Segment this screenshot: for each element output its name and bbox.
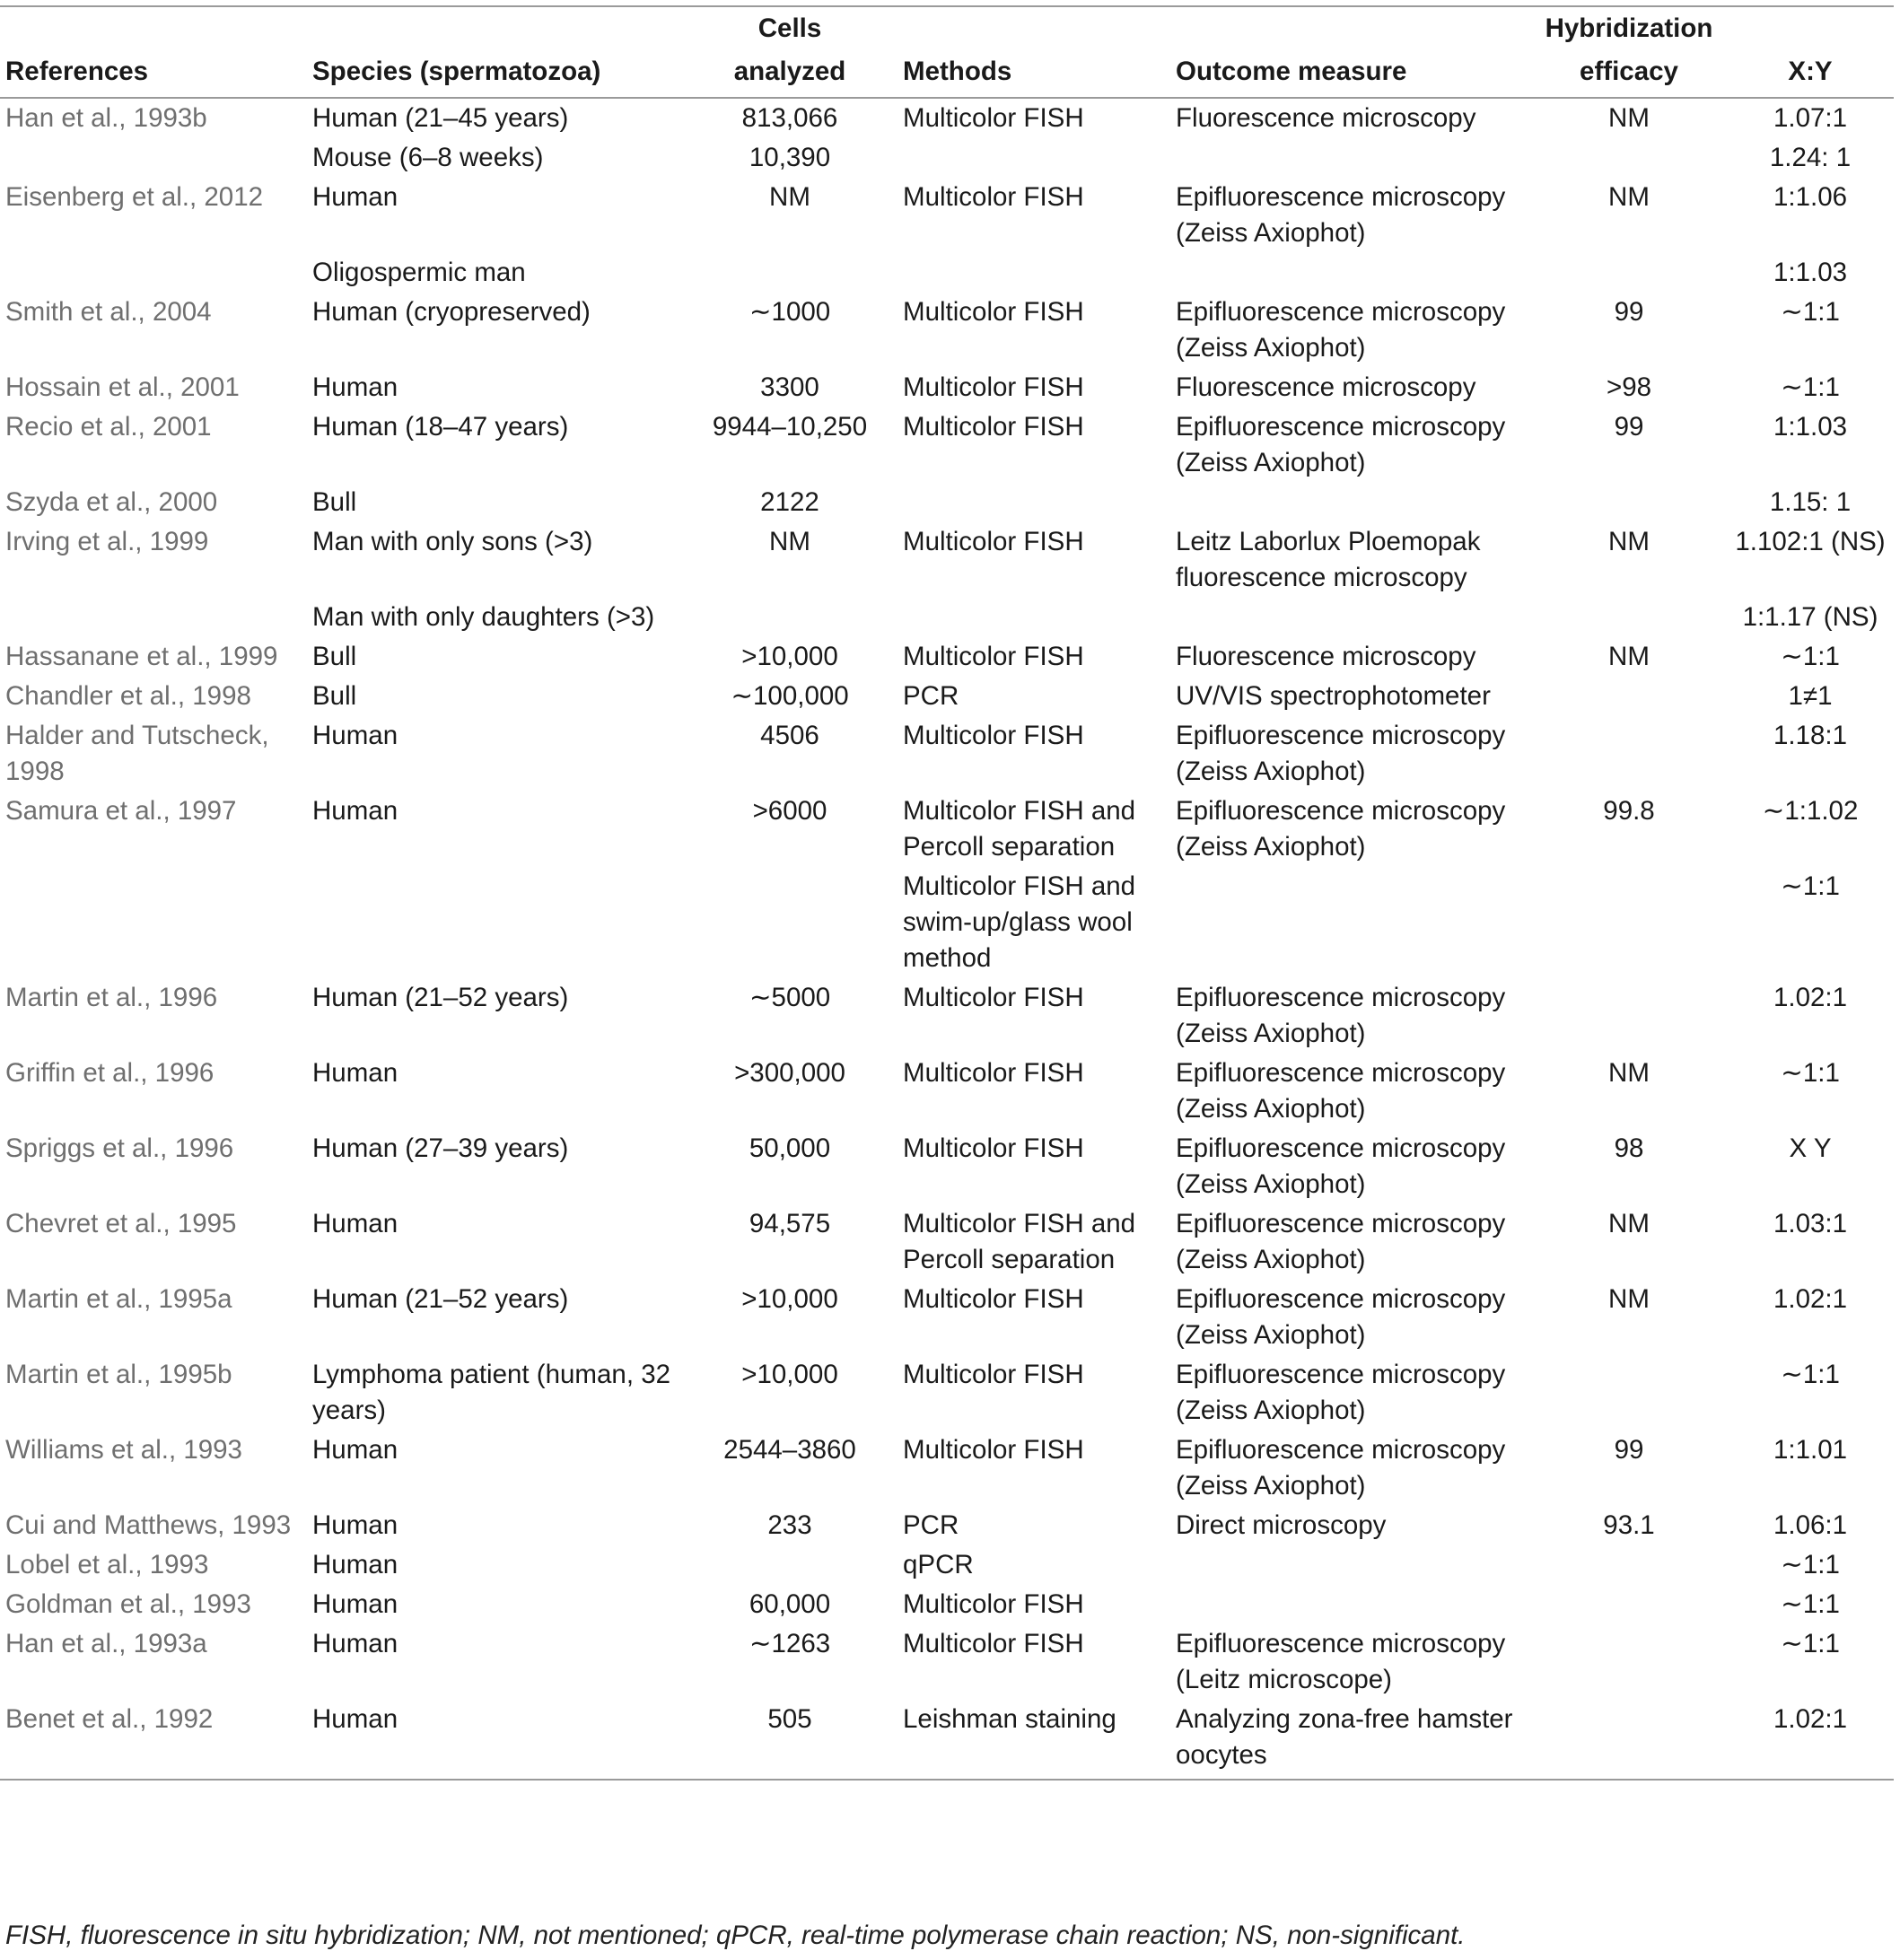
cell-hybridization-efficacy: NM [1608, 1284, 1650, 1314]
cell-cells-analyzed: 813,066 [741, 103, 838, 133]
cell-hybridization-efficacy [1531, 716, 1727, 792]
cell-outcome-measure: Fluorescence microscopy [1176, 372, 1476, 402]
cell-xy-ratio: 1:1.06 [1773, 182, 1848, 212]
cell-xy-ratio: 1.02:1 [1773, 1704, 1848, 1734]
cell-species: Human [312, 1589, 398, 1619]
cell-outcome-measure: Epifluorescence microscopy (Zeiss Axiophot) [1176, 1209, 1506, 1274]
header-xy: X:Y [1788, 57, 1833, 86]
cell-reference [0, 138, 307, 178]
cell-species: Man with only sons (>3) [312, 527, 593, 556]
table-row [0, 1700, 1894, 1780]
table-row [0, 1585, 1894, 1624]
cell-reference: Recio et al., 2001 [5, 412, 212, 442]
table-row [0, 1204, 1894, 1280]
cell-species: Bull [312, 487, 357, 517]
cell-cells-analyzed: >10,000 [741, 1360, 838, 1389]
cell-reference: Han et al., 1993b [5, 103, 207, 133]
cell-xy-ratio: X Y [1789, 1133, 1832, 1163]
data-table [0, 5, 1894, 1781]
cell-xy-ratio: 1.15: 1 [1769, 487, 1852, 517]
cell-cells-analyzed: ∼100,000 [731, 681, 849, 711]
cell-outcome-measure: Epifluorescence microscopy (Zeiss Axiophot) [1176, 796, 1506, 862]
cell-hybridization-efficacy: NM [1608, 642, 1650, 671]
cell-xy-ratio: 1≠1 [1788, 681, 1833, 711]
cell-xy-ratio: ∼1:1 [1781, 1058, 1840, 1088]
cell-reference [0, 867, 307, 978]
table-row [0, 407, 1894, 483]
table-row [0, 1129, 1894, 1204]
header-cells-line2: analyzed [733, 57, 846, 86]
cell-cells-analyzed [682, 253, 897, 293]
cell-cells-analyzed: 2122 [760, 487, 819, 517]
cell-cells-analyzed: 505 [767, 1704, 812, 1734]
cell-hybridization-efficacy: NM [1608, 1058, 1650, 1088]
cell-reference: Benet et al., 1992 [5, 1704, 214, 1734]
cell-methods [897, 253, 1170, 293]
cell-cells-analyzed: ∼5000 [749, 983, 831, 1012]
cell-outcome-measure: Epifluorescence microscopy (Zeiss Axiophot) [1176, 721, 1506, 786]
table-row [0, 98, 1894, 138]
cell-methods: Multicolor FISH [903, 412, 1084, 442]
cell-species: Mouse (6–8 weeks) [312, 143, 544, 172]
cell-reference: Cui and Matthews, 1993 [5, 1510, 292, 1540]
cell-outcome-measure: Epifluorescence microscopy (Zeiss Axiophot) [1176, 182, 1506, 248]
table-body [0, 98, 1894, 1780]
table-row [0, 637, 1894, 677]
cell-species: Lymphoma patient (human, 32 years) [312, 1360, 671, 1425]
cell-cells-analyzed [682, 867, 897, 978]
cell-outcome-measure: Analyzing zona-free hamster oocytes [1176, 1704, 1513, 1770]
cell-hybridization-efficacy [1531, 978, 1727, 1054]
cell-outcome-measure: Epifluorescence microscopy (Zeiss Axiophot) [1176, 983, 1506, 1048]
cell-cells-analyzed: 233 [767, 1510, 812, 1540]
cell-cells-analyzed: NM [769, 182, 810, 212]
cell-species: Human (18–47 years) [312, 412, 569, 442]
cell-methods: PCR [903, 681, 959, 711]
cell-methods: Multicolor FISH and Percoll separation [903, 1209, 1136, 1274]
cell-reference: Chevret et al., 1995 [5, 1209, 237, 1238]
cell-cells-analyzed: >6000 [752, 796, 827, 826]
cell-species: Oligospermic man [312, 258, 526, 287]
cell-outcome-measure [1170, 138, 1531, 178]
header-hyb-line1: Hybridization [1545, 13, 1713, 43]
cell-reference: Griffin et al., 1996 [5, 1058, 215, 1088]
cell-outcome-measure: UV/VIS spectrophotometer [1176, 681, 1491, 711]
cell-reference: Hassanane et al., 1999 [5, 642, 278, 671]
cell-hybridization-efficacy [1531, 483, 1727, 522]
cell-hybridization-efficacy [1531, 1585, 1727, 1624]
cell-methods: Multicolor FISH [903, 1589, 1084, 1619]
cell-outcome-measure: Epifluorescence microscopy (Zeiss Axiophot) [1176, 1360, 1506, 1425]
cell-cells-analyzed: >300,000 [734, 1058, 845, 1088]
table-row [0, 792, 1894, 867]
cell-reference: Irving et al., 1999 [5, 527, 209, 556]
cell-methods: PCR [903, 1510, 959, 1540]
header-methods: Methods [903, 57, 1012, 86]
cell-methods: Multicolor FISH [903, 1058, 1084, 1088]
cell-xy-ratio: 1.02:1 [1773, 983, 1848, 1012]
cell-species: Human [312, 1209, 398, 1238]
table-row [0, 1506, 1894, 1545]
cell-reference: Spriggs et al., 1996 [5, 1133, 234, 1163]
cell-methods: Multicolor FISH [903, 1133, 1084, 1163]
table-row [0, 522, 1894, 598]
cell-methods: Multicolor FISH [903, 1284, 1084, 1314]
table-row [0, 1624, 1894, 1700]
table-row [0, 178, 1894, 253]
cell-hybridization-efficacy: NM [1608, 182, 1650, 212]
cell-species: Bull [312, 642, 357, 671]
cell-reference: Chandler et al., 1998 [5, 681, 251, 711]
cell-methods [897, 138, 1170, 178]
cell-hybridization-efficacy [1531, 253, 1727, 293]
cell-hybridization-efficacy [1531, 677, 1727, 716]
cell-xy-ratio: 1:1.03 [1773, 258, 1848, 287]
cell-cells-analyzed: 4506 [760, 721, 819, 750]
table-row [0, 716, 1894, 792]
cell-hybridization-efficacy: NM [1608, 1209, 1650, 1238]
cell-reference: Lobel et al., 1993 [5, 1550, 209, 1579]
cell-xy-ratio: ∼1:1 [1781, 1360, 1840, 1389]
cell-hybridization-efficacy [1531, 1624, 1727, 1700]
cell-species: Bull [312, 681, 357, 711]
cell-outcome-measure: Epifluorescence microscopy (Zeiss Axiophot) [1176, 297, 1506, 363]
cell-xy-ratio: ∼1:1 [1781, 871, 1840, 901]
cell-hybridization-efficacy [1531, 1700, 1727, 1780]
table-row [0, 1280, 1894, 1355]
table-row [0, 1355, 1894, 1431]
cell-hybridization-efficacy: 98 [1614, 1133, 1644, 1163]
cell-methods: Multicolor FISH [903, 983, 1084, 1012]
cell-species: Human [312, 796, 398, 826]
cell-outcome-measure [1170, 867, 1531, 978]
cell-xy-ratio: 1.02:1 [1773, 1284, 1848, 1314]
cell-cells-analyzed [682, 598, 897, 637]
cell-outcome-measure: Epifluorescence microscopy (Zeiss Axiophot) [1176, 412, 1506, 477]
cell-reference: Martin et al., 1995a [5, 1284, 232, 1314]
cell-cells-analyzed: ∼1263 [749, 1629, 831, 1658]
cell-xy-ratio: ∼1:1.02 [1762, 796, 1859, 826]
table-row [0, 1054, 1894, 1129]
cell-hybridization-efficacy: NM [1608, 103, 1650, 133]
cell-species: Human (cryopreserved) [312, 297, 591, 327]
cell-xy-ratio: ∼1:1 [1781, 1550, 1840, 1579]
cell-reference: Halder and Tutscheck, 1998 [5, 721, 269, 786]
table-row [0, 483, 1894, 522]
cell-xy-ratio: 1.06:1 [1773, 1510, 1848, 1540]
cell-species: Human (21–45 years) [312, 103, 569, 133]
cell-methods: Leishman staining [903, 1704, 1116, 1734]
table-row [0, 368, 1894, 407]
cell-xy-ratio: 1.07:1 [1773, 103, 1848, 133]
cell-xy-ratio: 1:1.01 [1773, 1435, 1848, 1465]
table-row [0, 598, 1894, 637]
cell-methods: Multicolor FISH [903, 103, 1084, 133]
cell-outcome-measure: Epifluorescence microscopy (Zeiss Axiophot) [1176, 1133, 1506, 1199]
cell-hybridization-efficacy: 99 [1614, 412, 1644, 442]
cell-species: Human [312, 182, 398, 212]
cell-species: Human (27–39 years) [312, 1133, 569, 1163]
table-footnote: FISH, fluorescence in situ hybridization; NM, not mentioned; qPCR, real-time polymerase chain reaction; NS, non-significant. [5, 1921, 1466, 1950]
cell-hybridization-efficacy: 99.8 [1603, 796, 1655, 826]
cell-methods: Multicolor FISH [903, 642, 1084, 671]
cell-xy-ratio: ∼1:1 [1781, 642, 1840, 671]
cell-xy-ratio: 1:1.17 (NS) [1742, 602, 1878, 632]
header-outcome: Outcome measure [1176, 57, 1407, 86]
cell-hybridization-efficacy: 99 [1614, 297, 1644, 327]
cell-species: Man with only daughters (>3) [312, 602, 655, 632]
cell-cells-analyzed: NM [769, 527, 810, 556]
cell-species: Human (21–52 years) [312, 1284, 569, 1314]
cell-hybridization-efficacy [1531, 138, 1727, 178]
cell-outcome-measure [1170, 1545, 1531, 1585]
table-row [0, 253, 1894, 293]
cell-hybridization-efficacy [1531, 1355, 1727, 1431]
table-row [0, 978, 1894, 1054]
cell-cells-analyzed [682, 1545, 897, 1585]
cell-outcome-measure: Epifluorescence microscopy (Leitz microscope) [1176, 1629, 1506, 1694]
cell-reference: Samura et al., 1997 [5, 796, 237, 826]
cell-species: Human [312, 1629, 398, 1658]
cell-hybridization-efficacy: NM [1608, 527, 1650, 556]
cell-outcome-measure: Fluorescence microscopy [1176, 642, 1476, 671]
header-row-1 [0, 6, 1894, 50]
cell-hybridization-efficacy: >98 [1606, 372, 1652, 402]
table-row [0, 1431, 1894, 1506]
cell-methods: Multicolor FISH [903, 721, 1084, 750]
cell-xy-ratio: 1:1.03 [1773, 412, 1848, 442]
cell-methods: Multicolor FISH [903, 372, 1084, 402]
cell-species: Human [312, 1435, 398, 1465]
cell-outcome-measure: Epifluorescence microscopy (Zeiss Axiophot) [1176, 1284, 1506, 1350]
cell-cells-analyzed: >10,000 [741, 642, 838, 671]
cell-reference: Han et al., 1993a [5, 1629, 207, 1658]
cell-outcome-measure: Fluorescence microscopy [1176, 103, 1476, 133]
cell-reference: Smith et al., 2004 [5, 297, 212, 327]
cell-methods: Multicolor FISH [903, 1435, 1084, 1465]
cell-outcome-measure: Leitz Laborlux Ploemopak fluorescence microscopy [1176, 527, 1481, 592]
cell-outcome-measure: Epifluorescence microscopy (Zeiss Axiophot) [1176, 1058, 1506, 1124]
cell-methods: Multicolor FISH [903, 182, 1084, 212]
header-references: References [5, 57, 149, 86]
cell-species: Human [312, 1058, 398, 1088]
cell-cells-analyzed: 2544–3860 [723, 1435, 856, 1465]
cell-cells-analyzed: 9944–10,250 [712, 412, 868, 442]
cell-hybridization-efficacy [1531, 867, 1727, 978]
cell-cells-analyzed: >10,000 [741, 1284, 838, 1314]
cell-xy-ratio: 1.102:1 (NS) [1735, 527, 1886, 556]
cell-xy-ratio: 1.24: 1 [1769, 143, 1852, 172]
cell-xy-ratio: ∼1:1 [1781, 372, 1840, 402]
cell-methods: Multicolor FISH and swim-up/glass wool method [903, 871, 1136, 973]
table-row [0, 677, 1894, 716]
cell-hybridization-efficacy [1531, 598, 1727, 637]
cell-species: Human [312, 372, 398, 402]
header-species: Species (spermatozoa) [312, 57, 601, 86]
cell-reference: Hossain et al., 2001 [5, 372, 240, 402]
cell-outcome-measure: Direct microscopy [1176, 1510, 1387, 1540]
cell-methods: qPCR [903, 1550, 974, 1579]
cell-reference: Martin et al., 1995b [5, 1360, 232, 1389]
cell-species: Human [312, 1510, 398, 1540]
header-row-2 [0, 50, 1894, 98]
cell-reference: Goldman et al., 1993 [5, 1589, 251, 1619]
cell-methods [897, 483, 1170, 522]
cell-cells-analyzed: 50,000 [749, 1133, 831, 1163]
table-row [0, 1545, 1894, 1585]
cell-cells-analyzed: 94,575 [749, 1209, 831, 1238]
cell-reference [0, 253, 307, 293]
cell-xy-ratio: 1.03:1 [1773, 1209, 1848, 1238]
cell-outcome-measure: Epifluorescence microscopy (Zeiss Axiophot) [1176, 1435, 1506, 1501]
cell-methods: Multicolor FISH [903, 1629, 1084, 1658]
cell-cells-analyzed: 10,390 [749, 143, 831, 172]
table-row [0, 138, 1894, 178]
cell-species: Human [312, 721, 398, 750]
cell-reference: Szyda et al., 2000 [5, 487, 218, 517]
cell-outcome-measure [1170, 253, 1531, 293]
cell-outcome-measure [1170, 483, 1531, 522]
table-header [0, 6, 1894, 98]
header-hyb-line2: efficacy [1580, 57, 1678, 86]
cell-methods: Multicolor FISH [903, 1360, 1084, 1389]
table-row [0, 293, 1894, 368]
cell-xy-ratio: 1.18:1 [1773, 721, 1848, 750]
cell-methods: Multicolor FISH [903, 527, 1084, 556]
cell-outcome-measure [1170, 1585, 1531, 1624]
table-row [0, 867, 1894, 978]
cell-cells-analyzed: ∼1000 [749, 297, 831, 327]
cell-methods: Multicolor FISH [903, 297, 1084, 327]
cell-reference: Martin et al., 1996 [5, 983, 218, 1012]
cell-methods: Multicolor FISH and Percoll separation [903, 796, 1136, 862]
cell-xy-ratio: ∼1:1 [1781, 1589, 1840, 1619]
cell-methods [897, 598, 1170, 637]
cell-xy-ratio: ∼1:1 [1781, 1629, 1840, 1658]
cell-reference: Eisenberg et al., 2012 [5, 182, 264, 212]
cell-cells-analyzed: 60,000 [749, 1589, 831, 1619]
cell-hybridization-efficacy: 99 [1614, 1435, 1644, 1465]
cell-species [307, 867, 682, 978]
cell-cells-analyzed: 3300 [760, 372, 819, 402]
cell-outcome-measure [1170, 598, 1531, 637]
header-cells-line1: Cells [757, 13, 822, 43]
cell-species: Human (21–52 years) [312, 983, 569, 1012]
cell-hybridization-efficacy: 93.1 [1603, 1510, 1655, 1540]
cell-reference: Williams et al., 1993 [5, 1435, 242, 1465]
cell-species: Human [312, 1704, 398, 1734]
cell-hybridization-efficacy [1531, 1545, 1727, 1585]
cell-reference [0, 598, 307, 637]
cell-xy-ratio: ∼1:1 [1781, 297, 1840, 327]
cell-species: Human [312, 1550, 398, 1579]
